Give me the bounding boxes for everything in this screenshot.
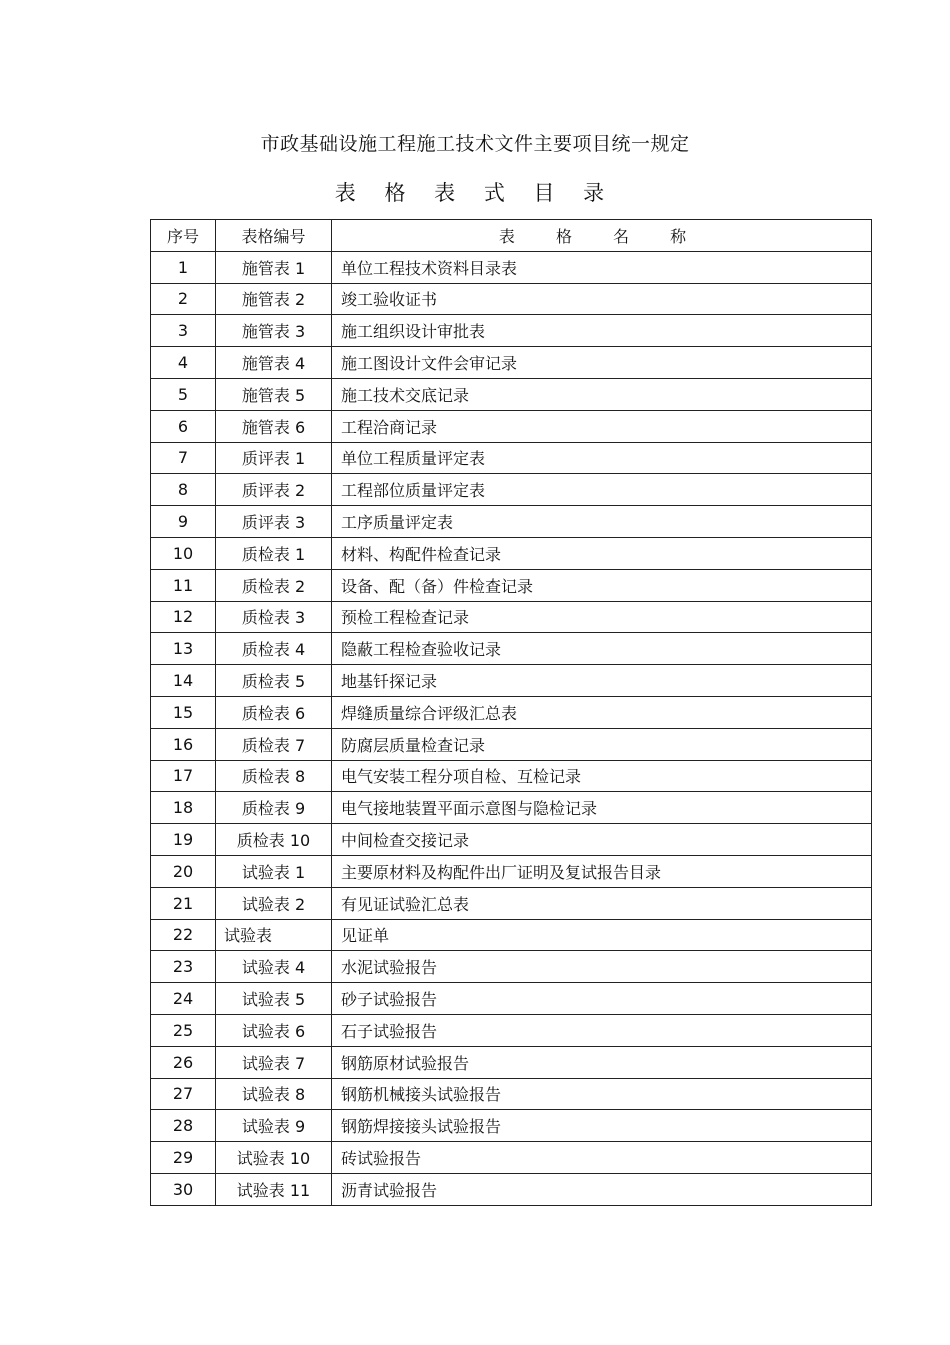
row-form-name: 砂子试验报告	[332, 983, 872, 1015]
row-form-name: 材料、构配件检查记录	[332, 537, 872, 569]
table-row	[151, 442, 872, 474]
row-serial-number: 22	[151, 919, 216, 951]
row-form-name: 单位工程技术资料目录表	[332, 251, 872, 283]
row-form-code: 试验表 9	[216, 1110, 332, 1142]
row-form-code: 质检表 2	[216, 569, 332, 601]
row-form-code: 质评表 3	[216, 506, 332, 538]
table-body	[151, 251, 872, 1205]
row-form-code: 质检表 5	[216, 665, 332, 697]
row-form-name: 施工图设计文件会审记录	[332, 347, 872, 379]
row-form-name: 钢筋机械接头试验报告	[332, 1078, 872, 1110]
row-serial-number: 7	[151, 442, 216, 474]
row-serial-number: 6	[151, 410, 216, 442]
row-serial-number: 12	[151, 601, 216, 633]
row-serial-number: 15	[151, 696, 216, 728]
row-form-name: 防腐层质量检查记录	[332, 728, 872, 760]
row-serial-number: 20	[151, 855, 216, 887]
row-serial-number: 28	[151, 1110, 216, 1142]
table-row	[151, 855, 872, 887]
row-form-code: 质检表 3	[216, 601, 332, 633]
table-row	[151, 1173, 872, 1205]
row-serial-number: 2	[151, 283, 216, 315]
row-serial-number: 24	[151, 983, 216, 1015]
table-row	[151, 696, 872, 728]
row-form-code: 试验表 2	[216, 887, 332, 919]
row-serial-number: 27	[151, 1078, 216, 1110]
row-form-code: 质评表 1	[216, 442, 332, 474]
row-form-name: 焊缝质量综合评级汇总表	[332, 696, 872, 728]
table-row	[151, 283, 872, 315]
row-serial-number: 23	[151, 951, 216, 983]
header-form-name: 表 格 名 称	[332, 220, 872, 252]
row-form-code: 质检表 1	[216, 537, 332, 569]
row-form-name: 主要原材料及构配件出厂证明及复试报告目录	[332, 855, 872, 887]
row-form-code: 质检表 10	[216, 824, 332, 856]
row-form-name: 工序质量评定表	[332, 506, 872, 538]
table-row	[151, 347, 872, 379]
row-form-code: 试验表 4	[216, 951, 332, 983]
document-title: 市政基础设施工程施工技术文件主要项目统一规定	[260, 133, 690, 155]
row-form-name: 设备、配（备）件检查记录	[332, 569, 872, 601]
row-form-name: 电气安装工程分项自检、互检记录	[332, 760, 872, 792]
row-form-code: 质检表 7	[216, 728, 332, 760]
row-form-name: 竣工验收证书	[332, 283, 872, 315]
table-row	[151, 1078, 872, 1110]
table-row	[151, 569, 872, 601]
table-row	[151, 951, 872, 983]
row-form-code: 质检表 9	[216, 792, 332, 824]
row-form-code: 试验表 11	[216, 1173, 332, 1205]
table-row	[151, 760, 872, 792]
row-form-code: 施管表 4	[216, 347, 332, 379]
table-row	[151, 1142, 872, 1174]
row-serial-number: 4	[151, 347, 216, 379]
row-serial-number: 30	[151, 1173, 216, 1205]
row-form-name: 石子试验报告	[332, 1014, 872, 1046]
table-row	[151, 792, 872, 824]
row-form-code: 试验表 5	[216, 983, 332, 1015]
row-form-code: 质评表 2	[216, 474, 332, 506]
row-form-code: 试验表 6	[216, 1014, 332, 1046]
table-row	[151, 887, 872, 919]
row-form-name: 沥青试验报告	[332, 1173, 872, 1205]
row-form-code: 质检表 6	[216, 696, 332, 728]
row-form-name: 工程部位质量评定表	[332, 474, 872, 506]
table-header-row	[151, 220, 872, 252]
row-form-code: 试验表 1	[216, 855, 332, 887]
row-form-name: 工程洽商记录	[332, 410, 872, 442]
table-row	[151, 601, 872, 633]
row-form-name: 隐蔽工程检查验收记录	[332, 633, 872, 665]
table-row	[151, 665, 872, 697]
row-form-code: 施管表 3	[216, 315, 332, 347]
row-form-name: 施工技术交底记录	[332, 378, 872, 410]
catalog-table	[150, 219, 872, 1206]
header-serial-number: 序号	[151, 220, 216, 252]
table-row	[151, 378, 872, 410]
row-form-name: 中间检查交接记录	[332, 824, 872, 856]
row-form-name: 施工组织设计审批表	[332, 315, 872, 347]
table-row	[151, 824, 872, 856]
row-form-code: 施管表 5	[216, 378, 332, 410]
row-serial-number: 18	[151, 792, 216, 824]
row-form-name: 见证单	[332, 919, 872, 951]
header-form-code: 表格编号	[216, 220, 332, 252]
row-form-name: 钢筋焊接接头试验报告	[332, 1110, 872, 1142]
row-serial-number: 8	[151, 474, 216, 506]
row-form-code: 试验表 7	[216, 1046, 332, 1078]
row-form-name: 预检工程检查记录	[332, 601, 872, 633]
table-row	[151, 919, 872, 951]
row-serial-number: 16	[151, 728, 216, 760]
row-form-name: 地基钎探记录	[332, 665, 872, 697]
row-serial-number: 3	[151, 315, 216, 347]
table-row	[151, 1014, 872, 1046]
table-row	[151, 633, 872, 665]
row-serial-number: 26	[151, 1046, 216, 1078]
row-form-name: 砖试验报告	[332, 1142, 872, 1174]
row-serial-number: 19	[151, 824, 216, 856]
row-serial-number: 14	[151, 665, 216, 697]
row-serial-number: 5	[151, 378, 216, 410]
row-form-code: 质检表 4	[216, 633, 332, 665]
row-serial-number: 9	[151, 506, 216, 538]
row-form-name: 水泥试验报告	[332, 951, 872, 983]
row-form-name: 有见证试验汇总表	[332, 887, 872, 919]
table-row	[151, 1046, 872, 1078]
table-row	[151, 728, 872, 760]
row-form-name: 单位工程质量评定表	[332, 442, 872, 474]
row-serial-number: 13	[151, 633, 216, 665]
table-row	[151, 410, 872, 442]
row-serial-number: 10	[151, 537, 216, 569]
row-serial-number: 29	[151, 1142, 216, 1174]
row-form-name: 钢筋原材试验报告	[332, 1046, 872, 1078]
row-form-code: 试验表 8	[216, 1078, 332, 1110]
row-form-code: 试验表 10	[216, 1142, 332, 1174]
row-serial-number: 1	[151, 251, 216, 283]
table-row	[151, 1110, 872, 1142]
row-serial-number: 17	[151, 760, 216, 792]
row-form-code: 施管表 1	[216, 251, 332, 283]
table-row	[151, 474, 872, 506]
table-row	[151, 251, 872, 283]
row-serial-number: 21	[151, 887, 216, 919]
row-serial-number: 25	[151, 1014, 216, 1046]
row-form-code: 试验表	[216, 919, 332, 951]
row-form-code: 施管表 6	[216, 410, 332, 442]
table-row	[151, 983, 872, 1015]
table-row	[151, 506, 872, 538]
row-form-code: 质检表 8	[216, 760, 332, 792]
row-form-name: 电气接地装置平面示意图与隐检记录	[332, 792, 872, 824]
row-form-code: 施管表 2	[216, 283, 332, 315]
table-row	[151, 315, 872, 347]
document-subtitle: 表 格 表 式 目 录	[334, 181, 616, 205]
row-serial-number: 11	[151, 569, 216, 601]
table-row	[151, 537, 872, 569]
